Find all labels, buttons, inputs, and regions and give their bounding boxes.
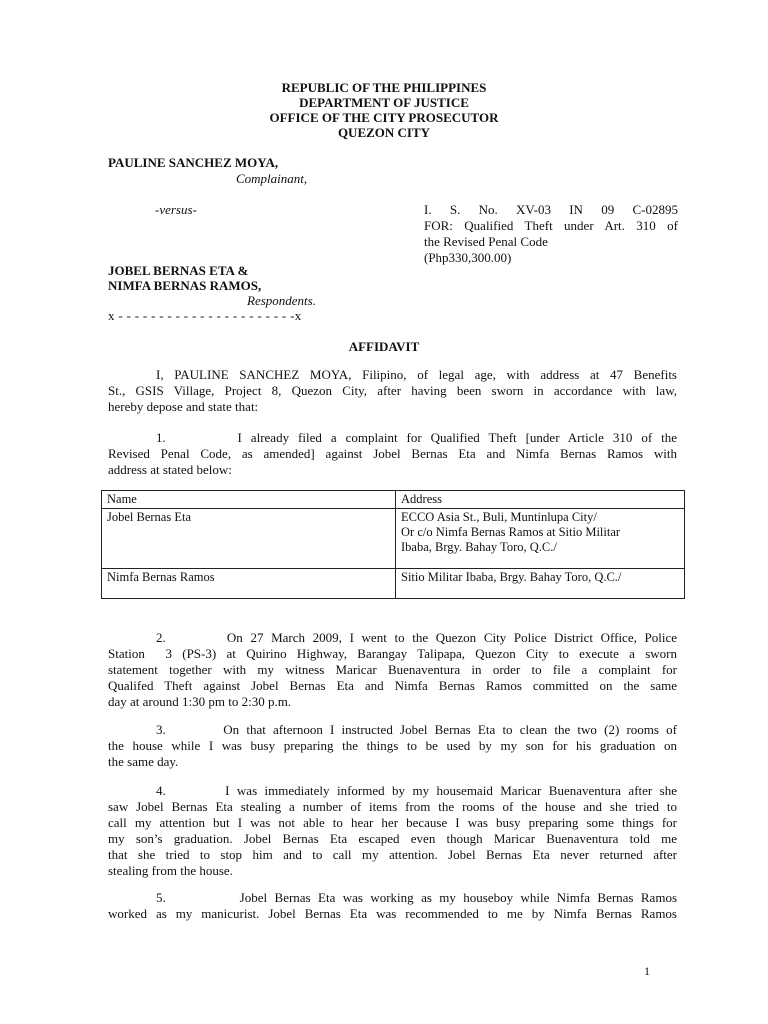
complainant-name: PAULINE SANCHEZ MOYA, xyxy=(108,155,279,170)
table-cell-name: Nimfa Bernas Ramos xyxy=(102,569,396,599)
para5-line-1: 5. Jobel Bernas Eta was working as my houseboy while Nimfa Bernas Ramos xyxy=(156,890,677,905)
page-number: 1 xyxy=(644,964,650,978)
table-header-name: Name xyxy=(102,491,396,509)
para5-line-2: worked as my manicurist. Jobel Bernas Eta was recommended to me by Nimfa Bernas Ramos xyxy=(108,906,677,921)
table-header-address: Address xyxy=(396,491,685,509)
para1-line-3: address at stated below: xyxy=(108,462,232,477)
table-cell-name: Jobel Bernas Eta xyxy=(102,509,396,569)
table-row xyxy=(102,569,685,599)
para4-line-3: call my attention but I was not able to hear her because I was busy preparing some things for xyxy=(108,815,677,830)
para2-line-1: 2. On 27 March 2009, I went to the Quezon City Police District Office, Police xyxy=(156,630,677,645)
para3-line-2: the house while I was busy preparing the things to be used by my son for his graduation on xyxy=(108,738,677,753)
intro-paragraph xyxy=(108,367,677,415)
para4-line-6: stealing from the house. xyxy=(108,863,233,878)
paragraph-4 xyxy=(108,783,677,879)
para2-line-2: Station 3 (PS-3) at Quirino Highway, Barangay Talipapa, Quezon City to execute a sworn xyxy=(108,646,677,661)
address-line: Or c/o Nimfa Bernas Ramos at Sitio Militar xyxy=(401,525,621,539)
table-cell-address xyxy=(396,509,685,569)
para1-line-2: Revised Penal Code, as amended] against Jobel Bernas Eta and Nimfa Bernas Ramos with xyxy=(108,446,677,461)
caption-separator: x - - - - - - - - - - - - - - - - - - - - - -x xyxy=(108,308,302,323)
para4-line-5: that she tried to stop him and to call my attention. Jobel Bernas Eta never returned after xyxy=(108,847,677,862)
table-cell-address xyxy=(396,569,685,599)
table-row xyxy=(102,509,685,569)
para1-line-1: 1. I already filed a complaint for Qualified Theft [under Article 310 of the xyxy=(156,430,677,445)
para4-line-1: 4. I was immediately informed by my housemaid Maricar Buenaventura after she xyxy=(156,783,677,798)
case-amount: (Php330,300.00) xyxy=(424,250,512,265)
para4-line-2: saw Jobel Bernas Eta stealing a number of items from the rooms of the house and she tried to xyxy=(108,799,677,814)
header-department: DEPARTMENT OF JUSTICE xyxy=(299,95,469,110)
case-info xyxy=(424,202,678,266)
respondents-address-table xyxy=(101,490,685,599)
paragraph-1 xyxy=(108,430,677,478)
respondent-1: JOBEL BERNAS ETA & xyxy=(108,263,249,278)
table-header-row xyxy=(102,491,685,509)
versus-label: -versus- xyxy=(155,202,197,217)
address-line: ECCO Asia St., Buli, Muntinlupa City/ xyxy=(401,510,597,524)
intro-line-1: I, PAULINE SANCHEZ MOYA, Filipino, of legal age, with address at 47 Benefits xyxy=(156,367,677,382)
paragraph-3 xyxy=(108,722,677,770)
respondents-role: Respondents. xyxy=(247,293,316,308)
para2-line-5: day at around 1:30 pm to 2:30 p.m. xyxy=(108,694,292,709)
para4-line-4: my son’s graduation. Jobel Bernas Eta escaped even though Maricar Buenaventura told me xyxy=(108,831,677,846)
respondent-2: NIMFA BERNAS RAMOS, xyxy=(108,278,262,293)
header-office: OFFICE OF THE CITY PROSECUTOR xyxy=(269,110,499,125)
case-number: I. S. No. XV-03 IN 09 C-02895 xyxy=(424,202,678,217)
paragraph-2 xyxy=(108,630,677,710)
para3-line-3: the same day. xyxy=(108,754,179,769)
case-code: the Revised Penal Code xyxy=(424,234,548,249)
header-city: QUEZON CITY xyxy=(337,125,431,140)
para2-line-4: Qualifed Theft against Jobel Bernas Eta and Nimfa Bernas Ramos committed on the same xyxy=(108,678,677,693)
address-line: Ibaba, Brgy. Bahay Toro, Q.C./ xyxy=(401,540,557,554)
intro-line-3: hereby depose and state that: xyxy=(108,399,259,414)
para3-line-1: 3. On that afternoon I instructed Jobel Bernas Eta to clean the two (2) rooms of xyxy=(156,722,677,737)
header-republic: REPUBLIC OF THE PHILIPPINES xyxy=(281,80,487,95)
address-line: Sitio Militar Ibaba, Brgy. Bahay Toro, Q.C./ xyxy=(401,570,622,584)
paragraph-5 xyxy=(108,890,677,922)
case-charge: FOR: Qualified Theft under Art. 310 of xyxy=(424,218,678,233)
para2-line-3: statement together with my witness Maricar Buenaventura in order to file a complaint for xyxy=(108,662,677,677)
complainant-role: Complainant, xyxy=(236,171,308,186)
document-title: AFFIDAVIT xyxy=(348,339,420,354)
intro-line-2: St., GSIS Village, Project 8, Quezon City, after having been sworn in accordance with law, xyxy=(108,383,677,398)
